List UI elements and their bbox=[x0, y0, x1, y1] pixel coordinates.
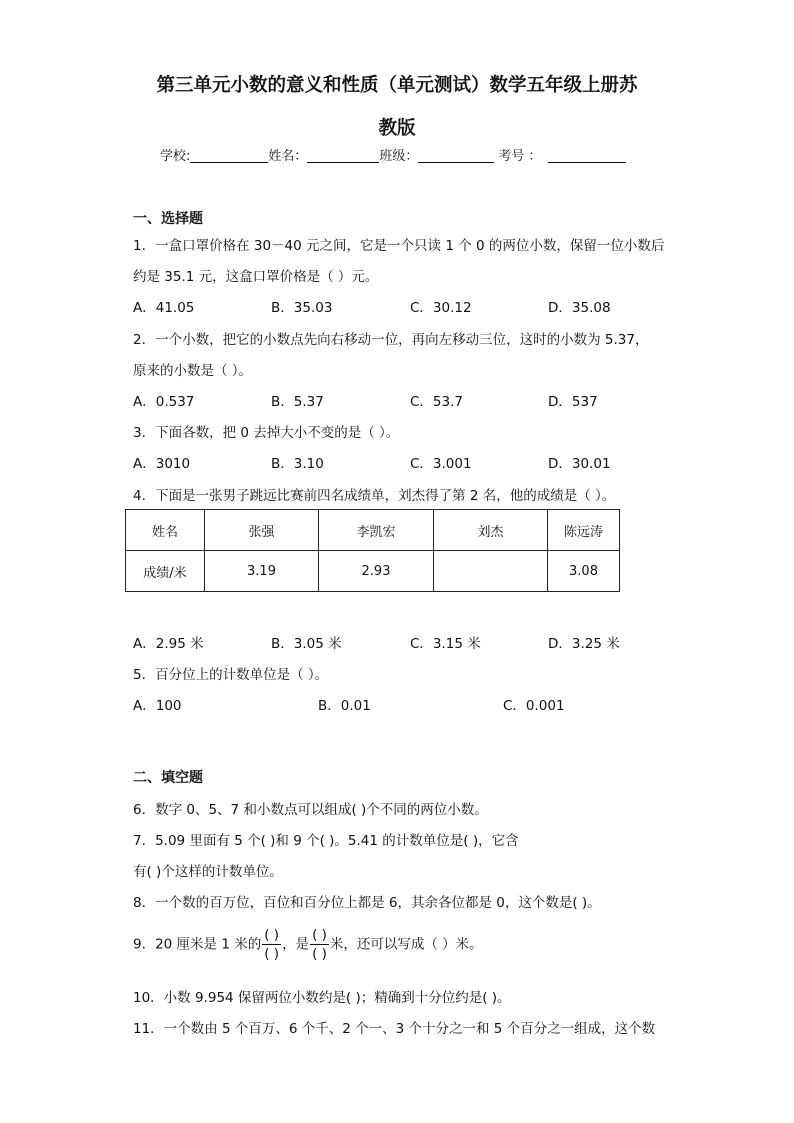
q8-line: 8．一个数的百万位，百位和百分位上都是 6，其余各位都是 0，这个数是( )。 bbox=[133, 895, 601, 911]
q2-option-c[interactable]: C．53.7 bbox=[410, 394, 463, 410]
exam-no-blank[interactable] bbox=[548, 148, 626, 163]
table-cell: 陈远涛 bbox=[548, 510, 620, 551]
q9-frac1-denominator: ( ) bbox=[264, 946, 280, 962]
q2-line1: 2．一个小数，把它的小数点先向右移动一位，再向左移动三位，这时的小数为 5.37， bbox=[133, 332, 649, 348]
q1-option-c[interactable]: C．30.12 bbox=[410, 300, 472, 316]
page-title-line1: 第三单元小数的意义和性质（单元测试）数学五年级上册苏 bbox=[156, 75, 638, 96]
table-cell: 成绩/米 bbox=[126, 551, 205, 592]
q1-line2: 约是 35.1 元，这盒口罩价格是（ ）元。 bbox=[133, 269, 379, 285]
table-cell: 刘杰 bbox=[434, 510, 548, 551]
page-title-line2: 教版 bbox=[378, 118, 416, 139]
q9-frac1-numerator: ( ) bbox=[264, 927, 280, 943]
q3-line1: 3．下面各数，把 0 去掉大小不变的是（ ）。 bbox=[133, 425, 400, 441]
q9-text-2: ，是 bbox=[282, 936, 310, 953]
q4-option-c[interactable]: C．3.15 米 bbox=[410, 636, 481, 652]
table-cell: 李凯宏 bbox=[319, 510, 434, 551]
q4-option-b[interactable]: B．3.05 米 bbox=[271, 636, 342, 652]
table-cell: 姓名 bbox=[126, 510, 205, 551]
q3-option-a[interactable]: A．3010 bbox=[133, 456, 191, 472]
q2-option-b[interactable]: B．5.37 bbox=[271, 394, 324, 410]
q11-line1: 11．一个数由 5 个百万、6 个千、2 个一、3 个十分之一和 5 个百分之一组成，这个数 bbox=[133, 1021, 656, 1037]
q4-option-d[interactable]: D．3.25 米 bbox=[548, 636, 620, 652]
q4-line1: 4．下面是一张男子跳远比赛前四名成绩单，刘杰得了第 2 名，他的成绩是（ ）。 bbox=[133, 488, 616, 504]
q1-option-d[interactable]: D．35.08 bbox=[548, 300, 611, 316]
q2-line2: 原来的小数是（ ）。 bbox=[133, 363, 253, 379]
table-row bbox=[126, 510, 620, 551]
q9-line bbox=[133, 926, 483, 963]
q1-option-b[interactable]: B．35.03 bbox=[271, 300, 333, 316]
school-label: 学校: bbox=[160, 149, 191, 164]
q9-fraction-2[interactable] bbox=[310, 926, 329, 963]
table-cell: 张强 bbox=[205, 510, 319, 551]
class-blank[interactable] bbox=[418, 148, 494, 163]
section-heading-choice: 一、选择题 bbox=[133, 211, 203, 227]
q5-option-b[interactable]: B．0.01 bbox=[318, 698, 371, 714]
q7-line2: 有( )个这样的计数单位。 bbox=[133, 864, 283, 880]
table-cell: 3.19 bbox=[205, 551, 319, 592]
student-info-row bbox=[160, 145, 626, 164]
q9-frac2-denominator: ( ) bbox=[312, 946, 327, 962]
q3-option-b[interactable]: B．3.10 bbox=[271, 456, 324, 472]
name-blank[interactable] bbox=[307, 148, 379, 163]
q4-option-a[interactable]: A．2.95 米 bbox=[133, 636, 204, 652]
table-cell: 3.08 bbox=[548, 551, 620, 592]
q9-text-1: 9．20 厘米是 1 米的 bbox=[133, 936, 262, 953]
q10-line: 10．小数 9.954 保留两位小数约是( )；精确到十分位约是( )。 bbox=[133, 990, 511, 1006]
q5-line1: 5．百分位上的计数单位是（ ）。 bbox=[133, 667, 329, 683]
exam-no-label: 考号 ： bbox=[498, 149, 542, 164]
score-table bbox=[125, 509, 620, 592]
school-blank[interactable] bbox=[190, 148, 268, 163]
q1-option-a[interactable]: A．41.05 bbox=[133, 300, 195, 316]
q3-option-c[interactable]: C．3.001 bbox=[410, 456, 472, 472]
table-cell: 2.93 bbox=[319, 551, 434, 592]
class-label: 班级： bbox=[379, 149, 419, 164]
q9-fraction-1[interactable] bbox=[262, 926, 281, 963]
table-row bbox=[126, 551, 620, 592]
q9-frac2-numerator: ( ) bbox=[312, 927, 327, 943]
q6-line: 6．数字 0、5、7 和小数点可以组成( )个不同的两位小数。 bbox=[133, 802, 488, 818]
q5-option-a[interactable]: A．100 bbox=[133, 698, 182, 714]
q1-line1: 1．一盒口罩价格在 30－40 元之间，它是一个只读 1 个 0 的两位小数，保留一位小数后 bbox=[133, 238, 665, 254]
q2-option-a[interactable]: A．0.537 bbox=[133, 394, 195, 410]
q2-option-d[interactable]: D．537 bbox=[548, 394, 598, 410]
q5-option-c[interactable]: C．0.001 bbox=[503, 698, 565, 714]
q3-option-d[interactable]: D．30.01 bbox=[548, 456, 611, 472]
table-cell-blank[interactable] bbox=[434, 551, 548, 592]
section-heading-fill: 二、填空题 bbox=[133, 770, 203, 786]
q7-line1: 7．5.09 里面有 5 个( )和 9 个( )。5.41 的计数单位是( )，它含 bbox=[133, 833, 519, 849]
name-label: 姓名： bbox=[268, 149, 308, 164]
q9-text-3: 米，还可以写成（ ）米。 bbox=[329, 936, 483, 953]
